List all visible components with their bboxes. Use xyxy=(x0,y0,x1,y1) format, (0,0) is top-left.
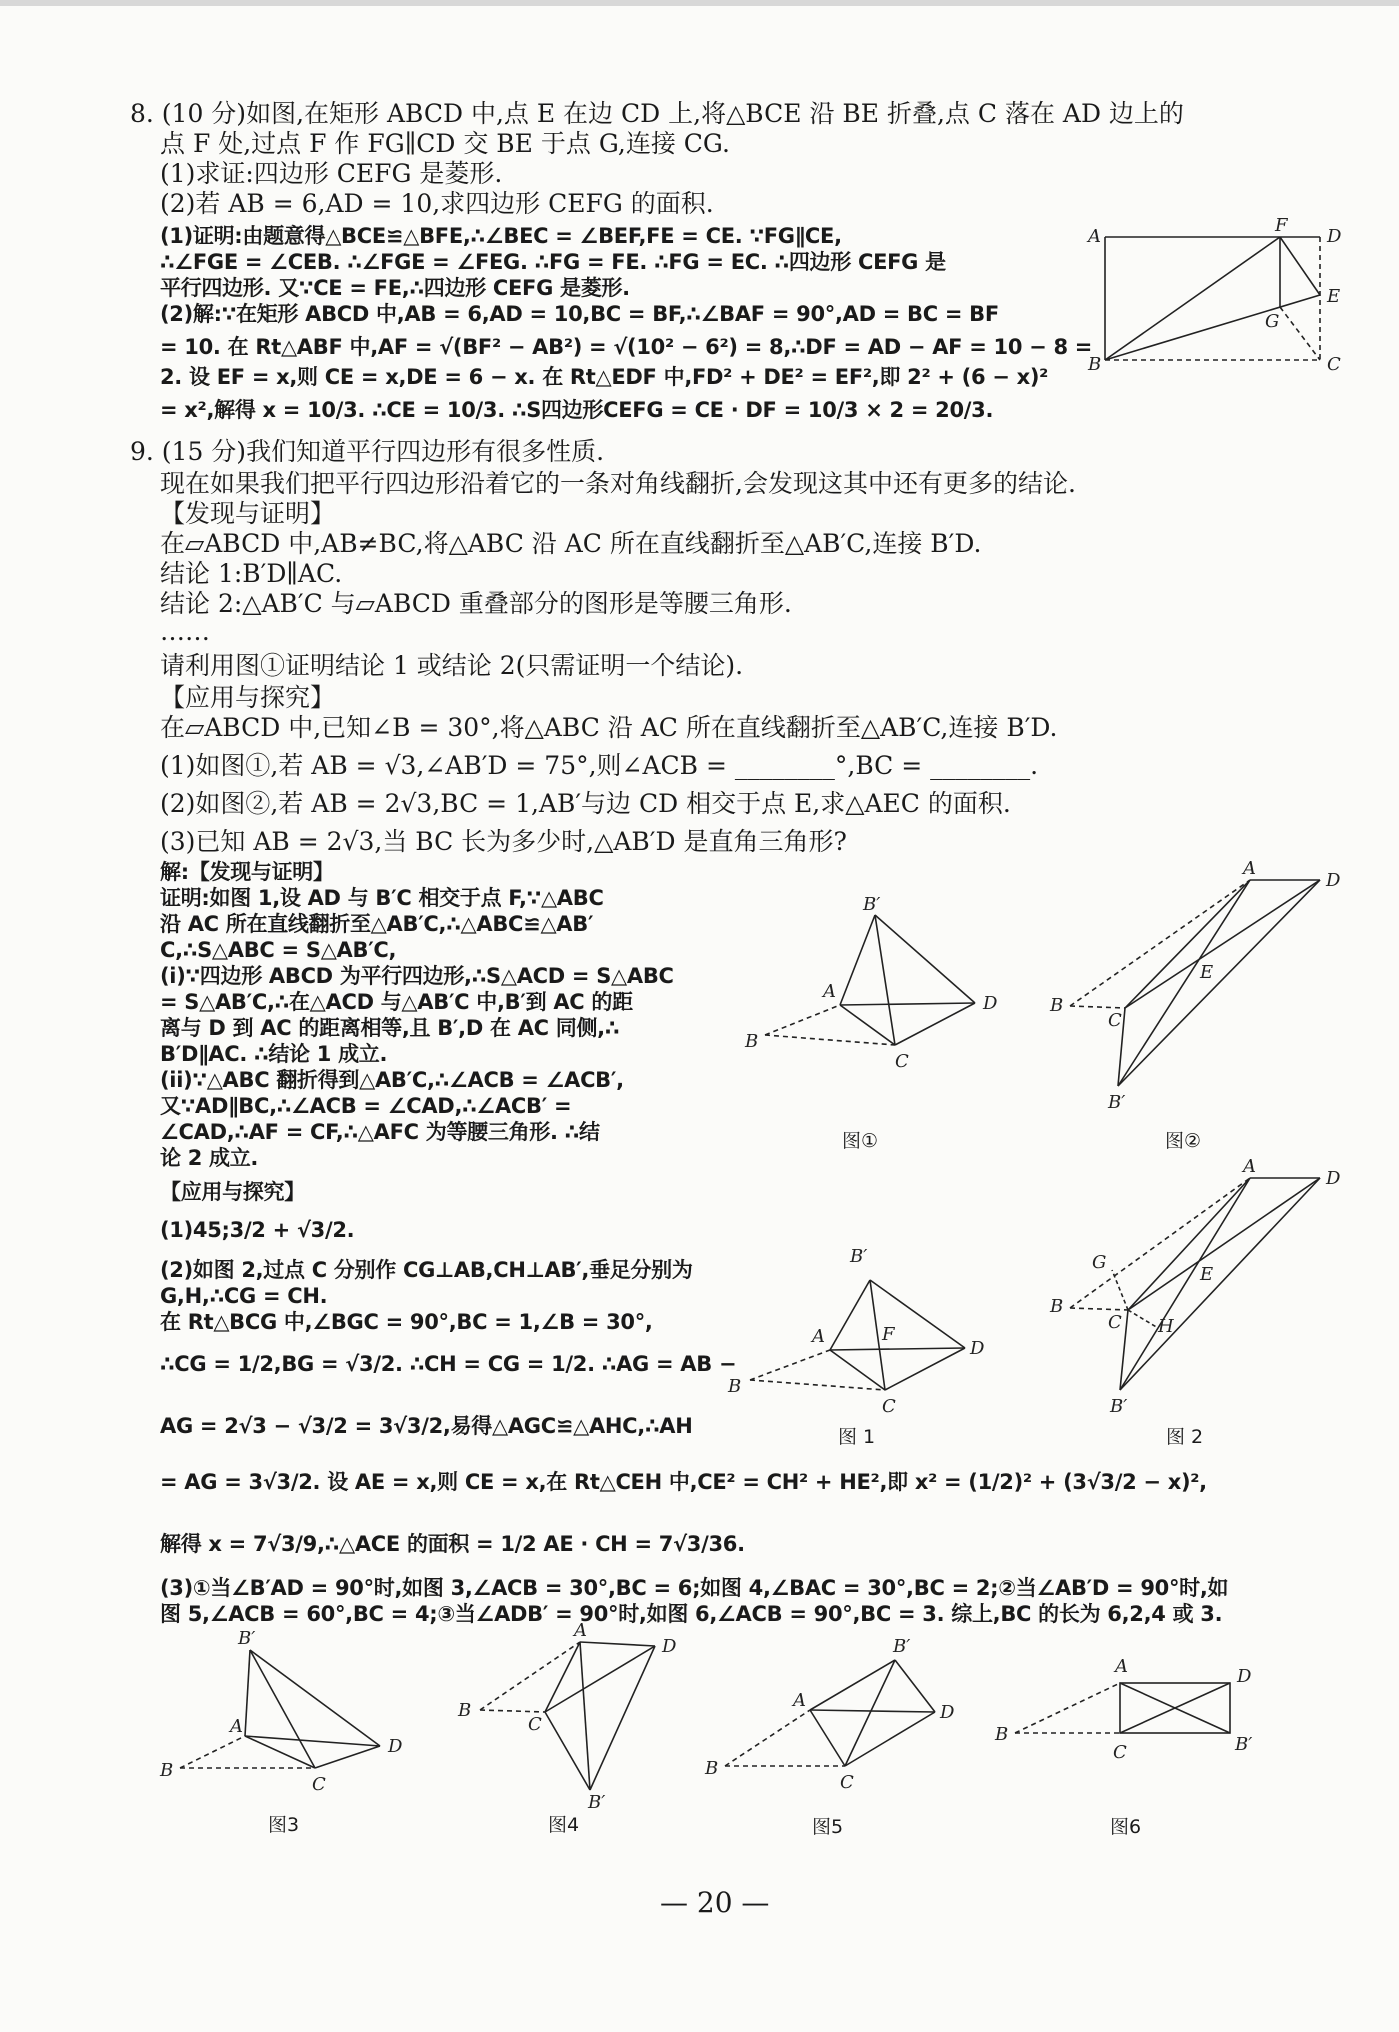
caption-fig6: 图6 xyxy=(1110,1816,1142,1838)
label-B: B xyxy=(1050,995,1064,1016)
caption-fig2-circled: 图② xyxy=(1165,1130,1202,1152)
q9-line-9: 【应用与探究】 xyxy=(160,683,336,712)
a9-line-12: 论 2 成立. xyxy=(160,1146,259,1170)
a8-line-5: = 10. 在 Rt△ABF 中,AF = √(BF² − AB²) = √(10² − 6²) = 8,∴DF = AD − AF = 10 − 8 = xyxy=(160,335,1093,359)
a9-line-13: 【应用与探究】 xyxy=(160,1180,305,1204)
label-F: F xyxy=(1275,215,1288,236)
label-C: C xyxy=(1327,354,1341,375)
q9-line-7: …… xyxy=(160,617,210,646)
q9-line-4: 在▱ABCD 中,AB≠BC,将△ABC 沿 AC 所在直线翻折至△AB′C,连接 B′D. xyxy=(160,529,982,558)
a9-line-20: = AG = 3√3/2. 设 AE = x,则 CE = x,在 Rt△CEH 中,CE² = CH² + HE²,即 x² = (1/2)² + (3√3/2 − x)², xyxy=(160,1470,1207,1494)
a8-line-2: ∴∠FGE = ∠CEB. ∴∠FGE = ∠FEG. ∴FG = FE. ∴FG = EC. ∴四边形 CEFG 是 xyxy=(160,250,946,274)
label-B: B xyxy=(728,1376,742,1397)
q9-line-11: (1)如图①,若 AB = √3,∠AB′D = 75°,则∠ACB = ________°,BC = ________. xyxy=(160,751,1039,780)
q9-line-3: 【发现与证明】 xyxy=(160,499,336,528)
q8-line-2: 点 F 处,过点 F 作 FG∥CD 交 BE 于点 G,连接 CG. xyxy=(160,129,730,158)
label-B-prime: B′ xyxy=(893,1636,911,1657)
label-C: C xyxy=(1108,1312,1122,1333)
solution-figure-5 xyxy=(695,1628,965,1812)
a8-line-4: (2)解:∵在矩形 ABCD 中,AB = 6,AD = 10,BC = BF,∴∠BAF = 90°,AD = BC = BF xyxy=(160,302,999,326)
a9-line-10: 又∵AD∥BC,∴∠ACB = ∠CAD,∴∠ACB′ = xyxy=(160,1094,572,1118)
a9-line-21: 解得 x = 7√3/9,∴△ACE 的面积 = 1/2 AE · CH = 7√3/36. xyxy=(160,1532,745,1556)
label-A: A xyxy=(1088,226,1101,247)
label-A: A xyxy=(823,981,836,1002)
a9-line-19: AG = 2√3 − √3/2 = 3√3/2,易得△AGC≌△AHC,∴AH xyxy=(160,1414,693,1438)
q9-line-10: 在▱ABCD 中,已知∠B = 30°,将△ABC 沿 AC 所在直线翻折至△AB′C,连接 B′D. xyxy=(160,713,1058,742)
a8-line-6: 2. 设 EF = x,则 CE = x,DE = 6 − x. 在 Rt△EDF 中,FD² + DE² = EF²,即 2² + (6 − x)² xyxy=(160,365,1049,389)
label-E: E xyxy=(1327,286,1341,307)
q9-line-1: 9. (15 分)我们知道平行四边形有很多性质. xyxy=(130,437,605,466)
label-A: A xyxy=(574,1620,587,1641)
page-number: — 20 — xyxy=(660,1886,770,1919)
caption-fig4: 图4 xyxy=(548,1814,580,1836)
figure-1-circled xyxy=(735,895,1005,1099)
label-B: B xyxy=(745,1031,759,1052)
label-D: D xyxy=(1326,1168,1341,1189)
a8-line-1: (1)证明:由题意得△BCE≌△BFE,∴∠BEC = ∠BEF,FE = CE. ∵FG∥CE, xyxy=(160,224,842,248)
a9-line-9: (ii)∵△ABC 翻折得到△AB′C,∴∠ACB = ∠ACB′, xyxy=(160,1068,624,1092)
solution-figure-2 xyxy=(1030,1150,1340,1424)
label-E: E xyxy=(1200,962,1214,983)
a9-line-2: 证明:如图 1,设 AD 与 B′C 相交于点 F,∵△ABC xyxy=(160,886,604,910)
q9-line-13: (3)已知 AB = 2√3,当 BC 长为多少时,△AB′D 是直角三角形? xyxy=(160,827,847,856)
label-C: C xyxy=(895,1051,909,1072)
label-C: C xyxy=(312,1774,326,1795)
a9-line-16: G,H,∴CG = CH. xyxy=(160,1284,328,1308)
q9-line-2: 现在如果我们把平行四边形沿着它的一条对角线翻折,会发现这其中还有更多的结论. xyxy=(160,469,1076,498)
label-C: C xyxy=(1108,1010,1122,1031)
label-A: A xyxy=(1243,1156,1256,1177)
label-A: A xyxy=(1115,1656,1128,1677)
label-A: A xyxy=(1243,858,1256,879)
caption-fig5: 图5 xyxy=(812,1816,844,1838)
a9-line-7: 离与 D 到 AC 的距离相等,且 B′,D 在 AC 同侧,∴ xyxy=(160,1016,620,1040)
label-A: A xyxy=(230,1716,243,1737)
a8-line-3: 平行四边形. 又∵CE = FE,∴四边形 CEFG 是菱形. xyxy=(160,276,630,300)
label-D: D xyxy=(983,993,998,1014)
a9-line-8: B′D∥AC. ∴结论 1 成立. xyxy=(160,1042,388,1066)
label-C: C xyxy=(840,1772,854,1793)
q8-rectangle-figure xyxy=(1085,215,1345,379)
label-B: B xyxy=(1050,1296,1064,1317)
q8-line-3: (1)求证:四边形 CEFG 是菱形. xyxy=(160,159,503,188)
label-C: C xyxy=(882,1396,896,1417)
label-B: B xyxy=(995,1724,1009,1745)
label-G: G xyxy=(1265,311,1280,332)
a9-line-15: (2)如图 2,过点 C 分别作 CG⊥AB,CH⊥AB′,垂足分别为 xyxy=(160,1258,693,1282)
label-D: D xyxy=(1326,870,1341,891)
label-F: F xyxy=(882,1324,895,1345)
label-D: D xyxy=(940,1702,955,1723)
caption-fig1: 图 1 xyxy=(838,1426,876,1448)
solution-figure-3 xyxy=(150,1628,420,1812)
solution-figure-6 xyxy=(985,1640,1265,1794)
label-D: D xyxy=(1237,1666,1252,1687)
a9-line-1: 解:【发现与证明】 xyxy=(160,860,334,884)
label-B: B xyxy=(458,1700,472,1721)
caption-fig2: 图 2 xyxy=(1166,1426,1204,1448)
label-D: D xyxy=(388,1736,403,1757)
q9-line-5: 结论 1:B′D∥AC. xyxy=(160,559,343,588)
solution-figure-4 xyxy=(440,1620,700,1814)
label-D: D xyxy=(1327,226,1342,247)
solution-figure-1 xyxy=(720,1240,1000,1424)
label-B-prime: B′ xyxy=(863,894,881,915)
caption-fig3: 图3 xyxy=(268,1814,300,1836)
q9-line-6: 结论 2:△AB′C 与▱ABCD 重叠部分的图形是等腰三角形. xyxy=(160,589,792,618)
label-B-prime: B′ xyxy=(588,1792,606,1813)
a9-line-11: ∠CAD,∴AF = CF,∴△AFC 为等腰三角形. ∴结 xyxy=(160,1120,600,1144)
label-G: G xyxy=(1092,1252,1107,1273)
label-B-prime: B′ xyxy=(238,1628,256,1649)
label-B-prime: B′ xyxy=(1108,1092,1126,1113)
label-A: A xyxy=(793,1690,806,1711)
a9-line-6: = S△AB′C,∴在△ACD 与△AB′C 中,B′到 AC 的距 xyxy=(160,990,633,1014)
figure-2-circled xyxy=(1030,858,1340,1127)
a9-line-14: (1)45;3/2 + √3/2. xyxy=(160,1218,355,1242)
q8-line-1: 8. (10 分)如图,在矩形 ABCD 中,点 E 在边 CD 上,将△BCE 沿 BE 折叠,点 C 落在 AD 边上的 xyxy=(130,99,1184,128)
q9-line-12: (2)如图②,若 AB = 2√3,BC = 1,AB′与边 CD 相交于点 E,求△AEC 的面积. xyxy=(160,789,1011,818)
a9-line-18: ∴CG = 1/2,BG = √3/2. ∴CH = CG = 1/2. ∴AG = AB − xyxy=(160,1352,737,1376)
scan-top-edge xyxy=(0,0,1399,6)
label-B-prime: B′ xyxy=(1235,1734,1253,1755)
a8-line-7: = x²,解得 x = 10/3. ∴CE = 10/3. ∴S四边形CEFG = CE · DF = 10/3 × 2 = 20/3. xyxy=(160,398,994,422)
label-C: C xyxy=(1113,1742,1127,1763)
label-C: C xyxy=(528,1714,542,1735)
a9-line-3: 沿 AC 所在直线翻折至△AB′C,∴△ABC≌△AB′ xyxy=(160,912,594,936)
label-A: A xyxy=(812,1326,825,1347)
q8-line-4: (2)若 AB = 6,AD = 10,求四边形 CEFG 的面积. xyxy=(160,189,714,218)
label-D: D xyxy=(662,1636,677,1657)
a9-line-4: C,∴S△ABC = S△AB′C, xyxy=(160,938,397,962)
a9-line-23: 图 5,∠ACB = 60°,BC = 4;③当∠ADB′ = 90°时,如图 6,∠ACB = 90°,BC = 3. 综上,BC 的长为 6,2,4 或 3. xyxy=(160,1602,1223,1626)
label-B: B xyxy=(705,1758,719,1779)
label-B-prime: B′ xyxy=(850,1246,868,1267)
a9-line-5: (i)∵四边形 ABCD 为平行四边形,∴S△ACD = S△ABC xyxy=(160,964,674,988)
label-E: E xyxy=(1200,1264,1214,1285)
caption-fig1-circled: 图① xyxy=(842,1130,879,1152)
q9-line-8: 请利用图①证明结论 1 或结论 2(只需证明一个结论). xyxy=(160,651,744,680)
label-B: B xyxy=(1088,354,1102,375)
label-B: B xyxy=(160,1760,174,1781)
label-H: H xyxy=(1158,1316,1174,1337)
label-D: D xyxy=(970,1338,985,1359)
a9-line-22: (3)①当∠B′AD = 90°时,如图 3,∠ACB = 30°,BC = 6;如图 4,∠BAC = 30°,BC = 2;②当∠AB′D = 90°时,如 xyxy=(160,1576,1229,1600)
label-B-prime: B′ xyxy=(1110,1396,1128,1417)
a9-line-17: 在 Rt△BCG 中,∠BGC = 90°,BC = 1,∠B = 30°, xyxy=(160,1310,653,1334)
